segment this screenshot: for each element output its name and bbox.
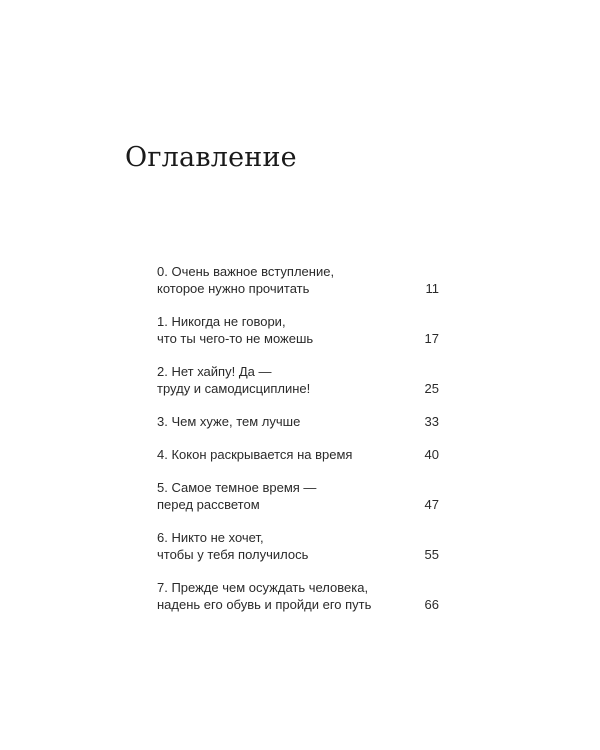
- toc-entry-6: [157, 529, 439, 563]
- chapter-title-line: труду и самодисциплине!: [157, 381, 311, 396]
- chapter-title: [157, 579, 371, 613]
- toc-entry-0: [157, 263, 439, 297]
- chapter-title-line: 5. Самое темное время —: [157, 480, 317, 495]
- chapter-title: [157, 479, 316, 513]
- page-number: 33: [424, 414, 439, 429]
- chapter-title-line: 4. Кокон раскрывается на время: [157, 447, 353, 462]
- chapter-title-line: что ты чего-то не можешь: [157, 331, 314, 346]
- chapter-title-line: чтобы у тебя получилось: [157, 547, 309, 562]
- chapter-title: [157, 529, 308, 563]
- page-number: 47: [424, 497, 439, 512]
- chapter-title-line: 3. Чем хуже, тем лучше: [157, 414, 301, 429]
- table-of-contents: [157, 263, 439, 629]
- chapter-title-line: надень его обувь и пройди его путь: [157, 597, 372, 612]
- chapter-title-line: 6. Никто не хочет,: [157, 530, 264, 545]
- chapter-title: [157, 263, 334, 297]
- chapter-title-line: 2. Нет хайпу! Да —: [157, 364, 272, 379]
- page-number: 55: [424, 547, 439, 562]
- chapter-title: [157, 363, 310, 397]
- toc-entry-4: [157, 446, 439, 463]
- chapter-title: [157, 446, 352, 463]
- chapter-title-line: 0. Очень важное вступление,: [157, 264, 335, 279]
- chapter-title-line: 1. Никогда не говори,: [157, 314, 286, 329]
- page-title: Оглавление: [125, 142, 297, 173]
- toc-entry-3: [157, 413, 439, 430]
- chapter-title-line: 7. Прежде чем осуждать человека,: [157, 580, 369, 595]
- toc-entry-1: [157, 313, 439, 347]
- toc-entry-7: [157, 579, 439, 613]
- chapter-title: [157, 413, 300, 430]
- page-number: 17: [424, 331, 439, 346]
- page-number: 66: [424, 597, 439, 612]
- page-number: 25: [424, 381, 439, 396]
- page-number: 11: [425, 281, 439, 296]
- chapter-title-line: которое нужно прочитать: [157, 281, 310, 296]
- page-number: 40: [424, 447, 439, 462]
- toc-entry-5: [157, 479, 439, 513]
- chapter-title-line: перед рассветом: [157, 497, 260, 512]
- toc-entry-2: [157, 363, 439, 397]
- chapter-title: [157, 313, 313, 347]
